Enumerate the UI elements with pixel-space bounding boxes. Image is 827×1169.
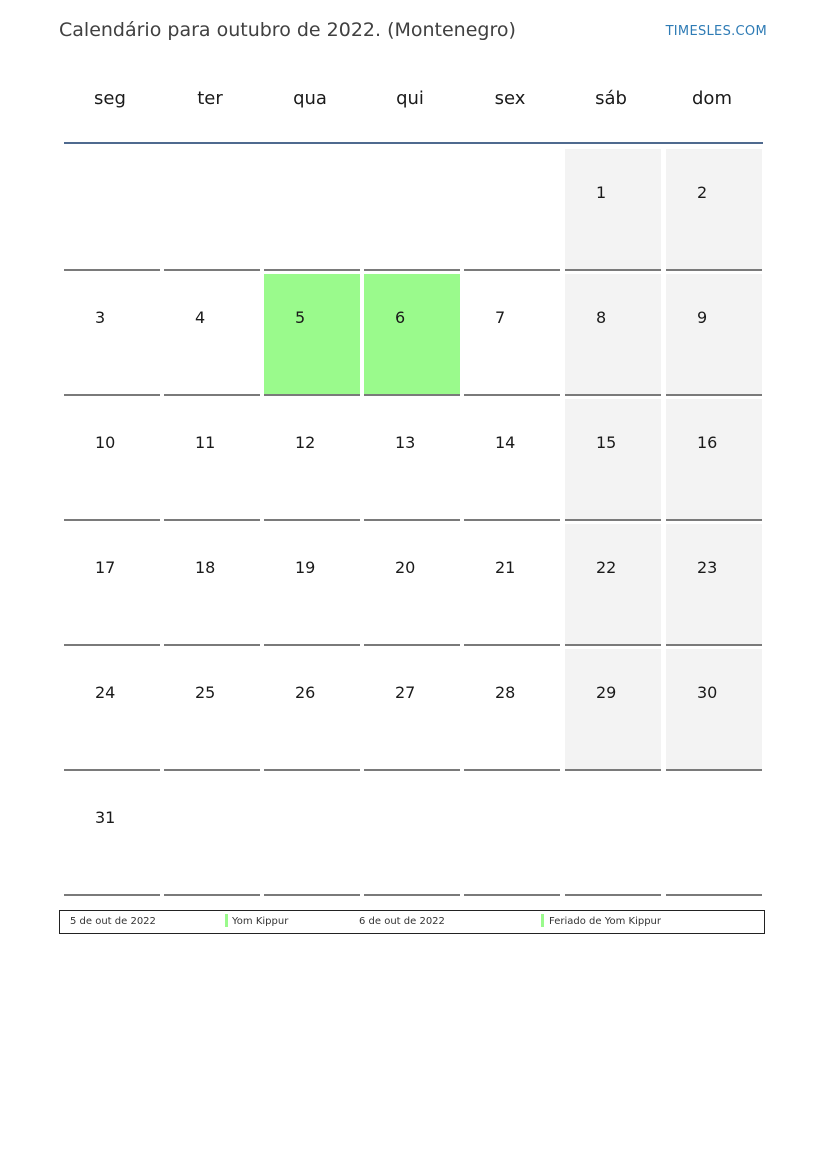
day-number: 19	[295, 558, 316, 577]
day-number: 23	[697, 558, 718, 577]
cell-divider	[565, 269, 661, 271]
cell-divider	[364, 394, 460, 396]
calendar-day-cell[interactable]	[164, 399, 260, 520]
cell-divider	[164, 269, 260, 271]
cell-divider	[464, 394, 560, 396]
calendar-day-cell[interactable]	[565, 649, 661, 770]
day-number: 30	[697, 683, 718, 702]
day-number: 10	[95, 433, 116, 452]
cell-divider	[64, 394, 160, 396]
calendar-day-cell[interactable]	[264, 399, 360, 520]
weekday-label: seg	[94, 88, 126, 109]
cell-divider	[264, 894, 360, 896]
calendar-day-cell[interactable]	[264, 274, 360, 395]
cell-divider	[64, 519, 160, 521]
cell-divider	[264, 644, 360, 646]
calendar-day-cell[interactable]	[64, 274, 160, 395]
calendar-day-cell[interactable]	[565, 399, 661, 520]
cell-divider	[565, 769, 661, 771]
cell-divider	[464, 519, 560, 521]
calendar-empty-cell	[464, 774, 560, 895]
calendar-day-cell[interactable]	[64, 774, 160, 895]
cell-divider	[666, 269, 762, 271]
cell-divider	[464, 269, 560, 271]
day-number: 29	[596, 683, 617, 702]
day-number: 7	[495, 308, 506, 327]
weekday-label: sáb	[595, 88, 627, 109]
calendar-empty-cell	[364, 149, 460, 270]
day-number: 17	[95, 558, 116, 577]
calendar-empty-cell	[264, 149, 360, 270]
legend-date: 6 de out de 2022	[359, 916, 445, 927]
cell-divider	[264, 519, 360, 521]
day-number: 6	[395, 308, 406, 327]
day-number: 12	[295, 433, 316, 452]
calendar-day-cell[interactable]	[666, 399, 762, 520]
cell-divider	[164, 644, 260, 646]
cell-divider	[64, 894, 160, 896]
cell-divider	[464, 769, 560, 771]
calendar-empty-cell	[666, 774, 762, 895]
cell-divider	[666, 769, 762, 771]
legend-holiday-name: Yom Kippur	[232, 916, 289, 927]
calendar-day-cell[interactable]	[64, 524, 160, 645]
legend-holiday-name: Feriado de Yom Kippur	[549, 916, 661, 927]
calendar-day-cell[interactable]	[666, 649, 762, 770]
calendar-day-cell[interactable]	[464, 649, 560, 770]
weekday-label: ter	[197, 88, 223, 109]
calendar-empty-cell	[64, 149, 160, 270]
calendar-empty-cell	[164, 774, 260, 895]
calendar-day-cell[interactable]	[565, 149, 661, 270]
weekday-label: dom	[692, 88, 732, 109]
calendar-day-cell[interactable]	[264, 649, 360, 770]
calendar-day-cell[interactable]	[364, 524, 460, 645]
day-number: 21	[495, 558, 516, 577]
calendar-day-cell[interactable]	[64, 649, 160, 770]
cell-divider	[565, 519, 661, 521]
calendar-empty-cell	[164, 149, 260, 270]
day-number: 2	[697, 183, 708, 202]
cell-divider	[264, 769, 360, 771]
day-number: 28	[495, 683, 516, 702]
day-number: 9	[697, 308, 708, 327]
calendar-day-cell[interactable]	[364, 274, 460, 395]
calendar-day-cell[interactable]	[364, 649, 460, 770]
day-number: 5	[295, 308, 306, 327]
cell-divider	[364, 769, 460, 771]
day-number: 25	[195, 683, 216, 702]
calendar-day-cell[interactable]	[64, 399, 160, 520]
day-number: 3	[95, 308, 106, 327]
day-number: 31	[95, 808, 116, 827]
cell-divider	[565, 894, 661, 896]
day-number: 14	[495, 433, 516, 452]
weekday-label: qui	[396, 88, 424, 109]
calendar-day-cell[interactable]	[464, 274, 560, 395]
weekday-label: sex	[494, 88, 526, 109]
calendar-empty-cell	[565, 774, 661, 895]
day-number: 24	[95, 683, 116, 702]
cell-divider	[364, 519, 460, 521]
day-number: 1	[596, 183, 607, 202]
cell-divider	[666, 894, 762, 896]
calendar-day-cell[interactable]	[666, 274, 762, 395]
cell-divider	[164, 769, 260, 771]
day-number: 15	[596, 433, 617, 452]
calendar-empty-cell	[264, 774, 360, 895]
day-number: 4	[195, 308, 206, 327]
day-number: 22	[596, 558, 617, 577]
day-number: 8	[596, 308, 607, 327]
calendar-day-cell[interactable]	[666, 149, 762, 270]
cell-divider	[164, 394, 260, 396]
weekday-label: qua	[293, 88, 327, 109]
day-number: 16	[697, 433, 718, 452]
cell-divider	[364, 269, 460, 271]
calendar-day-cell[interactable]	[565, 524, 661, 645]
calendar-day-cell[interactable]	[666, 524, 762, 645]
page-title: Calendário para outubro de 2022. (Montenegro)	[59, 19, 516, 41]
holiday-legend	[59, 910, 765, 934]
cell-divider	[364, 644, 460, 646]
brand-link[interactable]: TIMESLES.COM	[665, 24, 767, 39]
cell-divider	[565, 394, 661, 396]
cell-divider	[64, 769, 160, 771]
cell-divider	[666, 644, 762, 646]
holiday-color-marker	[541, 914, 544, 927]
calendar-day-cell[interactable]	[464, 399, 560, 520]
calendar-empty-cell	[464, 149, 560, 270]
cell-divider	[565, 644, 661, 646]
cell-divider	[164, 519, 260, 521]
cell-divider	[164, 894, 260, 896]
calendar-day-cell[interactable]	[565, 274, 661, 395]
day-number: 13	[395, 433, 416, 452]
legend-date: 5 de out de 2022	[70, 916, 156, 927]
cell-divider	[666, 394, 762, 396]
cell-divider	[364, 894, 460, 896]
cell-divider	[464, 644, 560, 646]
calendar-day-cell[interactable]	[464, 524, 560, 645]
calendar-day-cell[interactable]	[264, 524, 360, 645]
cell-divider	[64, 269, 160, 271]
calendar-empty-cell	[364, 774, 460, 895]
calendar-day-cell[interactable]	[164, 649, 260, 770]
holiday-color-marker	[225, 914, 228, 927]
calendar-day-cell[interactable]	[164, 274, 260, 395]
cell-divider	[264, 269, 360, 271]
cell-divider	[666, 519, 762, 521]
cell-divider	[64, 644, 160, 646]
cell-divider	[264, 394, 360, 396]
calendar-day-cell[interactable]	[364, 399, 460, 520]
day-number: 20	[395, 558, 416, 577]
day-number: 27	[395, 683, 416, 702]
cell-divider	[464, 894, 560, 896]
calendar-day-cell[interactable]	[164, 524, 260, 645]
day-number: 26	[295, 683, 316, 702]
day-number: 18	[195, 558, 216, 577]
day-number: 11	[195, 433, 216, 452]
